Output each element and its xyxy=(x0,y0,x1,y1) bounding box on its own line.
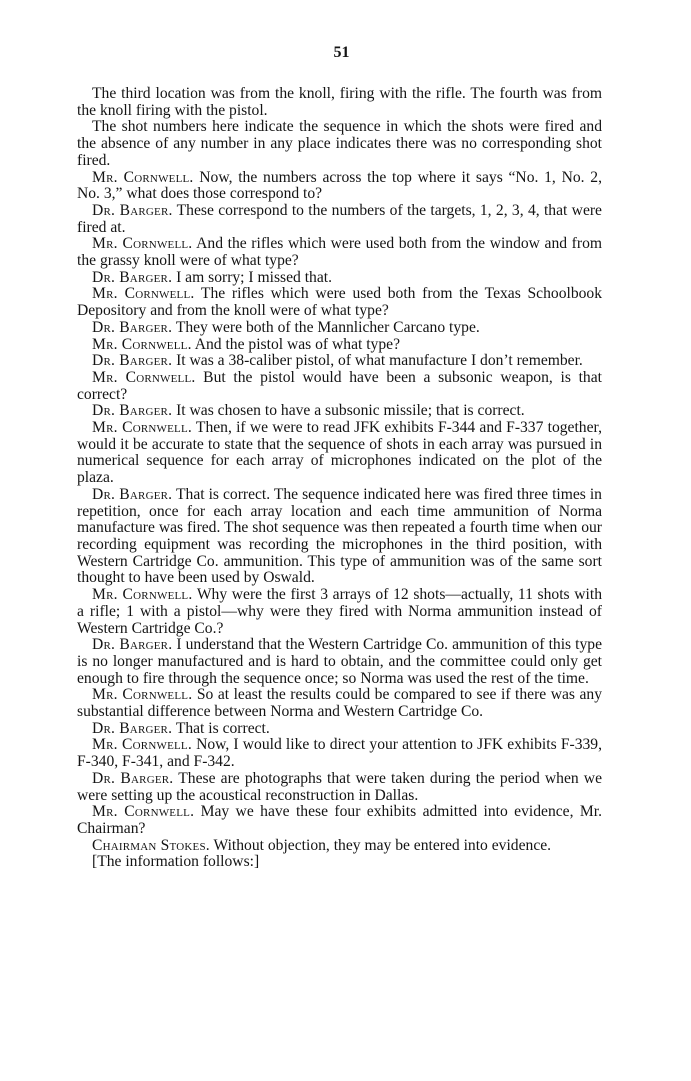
speaker-name: Mr. Cornwell. xyxy=(92,168,194,186)
paragraph xyxy=(77,370,602,403)
paragraph-text: And the rifles which were used both from the window and from the grassy knoll were of what type? xyxy=(77,235,602,270)
speaker-name: Dr. Barger. xyxy=(92,268,173,286)
speaker-name: Mr. Cornwell. xyxy=(92,235,193,253)
speaker-name: Dr. Barger. xyxy=(92,352,173,370)
speaker-name: Mr. Cornwell. xyxy=(92,803,195,821)
speaker-name: Mr. Cornwell. xyxy=(92,368,196,386)
speaker-name: Mr. Cornwell. xyxy=(92,419,192,437)
speaker-name: Mr. Cornwell. xyxy=(92,335,192,353)
paragraph-text: And the pistol was of what type? xyxy=(194,335,400,353)
paragraph xyxy=(77,86,602,119)
speaker-name: Dr. Barger. xyxy=(92,719,173,737)
paragraph-text: These correspond to the numbers of the targets, 1, 2, 3, 4, that were fired at. xyxy=(77,201,602,236)
speaker-name: Dr. Barger. xyxy=(92,485,173,503)
paragraph xyxy=(77,203,602,236)
paragraph-text: Why were the first 3 arrays of 12 shots—actually, 11 shots with a rifle; 1 with a pistol—why were they fired with Norma ammunition instead of Western Cartridge Co.? xyxy=(77,586,602,637)
paragraph xyxy=(77,270,602,287)
paragraph xyxy=(77,687,602,720)
paragraph xyxy=(77,320,602,337)
paragraph-text: It was a 38-caliber pistol, of what manufacture I don’t remember. xyxy=(176,352,583,370)
paragraph-text: The rifles which were used both from the Texas Schoolbook Depository and from the knoll were of what type? xyxy=(77,285,603,320)
paragraph xyxy=(77,236,602,269)
speaker-name: Dr. Barger. xyxy=(92,402,173,420)
paragraph-text: I am sorry; I missed that. xyxy=(176,268,333,286)
paragraph xyxy=(77,420,602,487)
paragraph-text: These are photographs that were taken during the period when we were setting up the acoustical reconstruction in Dallas. xyxy=(77,769,602,804)
speaker-name: Dr. Barger. xyxy=(92,636,173,654)
paragraph-text: That is correct. xyxy=(175,719,270,737)
paragraph xyxy=(77,721,602,738)
paragraph-text: That is correct. The sequence indicated here was fired three times in repetition, once for each array location and each time ammunition of Norma manufacture was fired. The shot sequence was then repeated a fourth time when our recording equipment was recording the microphones in the third position, with Western Cartridge Co. ammunition. This type of ammunition was of the same sort thought to have been used by Oswald. xyxy=(77,485,602,587)
paragraph xyxy=(77,170,602,203)
speaker-name: Dr. Barger. xyxy=(92,201,173,219)
paragraph xyxy=(77,854,602,871)
paragraph xyxy=(77,737,602,770)
paragraph xyxy=(77,337,602,354)
paragraph xyxy=(77,804,602,837)
paragraph-text: The third location was from the knoll, firing with the rifle. The fourth was from the knoll firing with the pistol. xyxy=(77,85,602,119)
paragraph-text: It was chosen to have a subsonic missile; that is correct. xyxy=(176,402,525,420)
paragraph xyxy=(77,637,602,687)
paragraph-text: They were both of the Mannlicher Carcano type. xyxy=(175,318,480,336)
paragraph xyxy=(77,403,602,420)
paragraph-text: [The information follows:] xyxy=(92,853,260,871)
paragraph xyxy=(77,838,602,855)
speaker-name: Mr. Cornwell. xyxy=(92,285,195,303)
paragraph-text: Now, the numbers across the top where it says “No. 1, No. 2, No. 3,” what does those correspond to? xyxy=(77,168,602,203)
speaker-name: Mr. Cornwell. xyxy=(92,736,192,754)
paragraph-text: Now, I would like to direct your attention to JFK exhibits F-339, F-340, F-341, and F-342. xyxy=(77,736,602,771)
paragraph xyxy=(77,286,602,319)
paragraph-text: Without objection, they may be entered into evidence. xyxy=(213,836,552,854)
speaker-name: Dr. Barger. xyxy=(92,318,173,336)
speaker-name: Mr. Cornwell. xyxy=(92,586,193,604)
paragraph-text: May we have these four exhibits admitted into evidence, Mr. Chairman? xyxy=(77,803,602,837)
paragraph-text: I understand that the Western Cartridge Co. ammunition of this type is no longer manufactured and is hard to obtain, and the committee could only get enough to fire through the sequence once; so Norma was used the rest of the time. xyxy=(77,636,602,687)
paragraph-text: The shot numbers here indicate the sequence in which the shots were fired and the absence of any number in any place indicates there was no corresponding shot fired. xyxy=(77,118,602,169)
speaker-name: Mr. Cornwell. xyxy=(92,686,193,704)
paragraph xyxy=(77,353,602,370)
speaker-name: Chairman Stokes. xyxy=(92,836,210,854)
speaker-name: Dr. Barger. xyxy=(92,769,174,787)
paragraph xyxy=(77,119,602,169)
paragraph xyxy=(77,487,602,587)
paragraph-text: Then, if we were to read JFK exhibits F-344 and F-337 together, would it be accurate to state that the sequence of shots in each array was pursued in numerical sequence for each array of microphones indicated on the plot of the plaza. xyxy=(77,419,602,487)
paragraph xyxy=(77,587,602,637)
page-number: 51 xyxy=(333,44,350,61)
transcript-body xyxy=(77,86,602,871)
paragraph-text: So at least the results could be compared to see if there was any substantial difference between Norma and Western Cartridge Co. xyxy=(77,686,603,721)
paragraph xyxy=(77,771,602,804)
paragraph-text: But the pistol would have been a subsonic weapon, is that correct? xyxy=(77,368,602,403)
